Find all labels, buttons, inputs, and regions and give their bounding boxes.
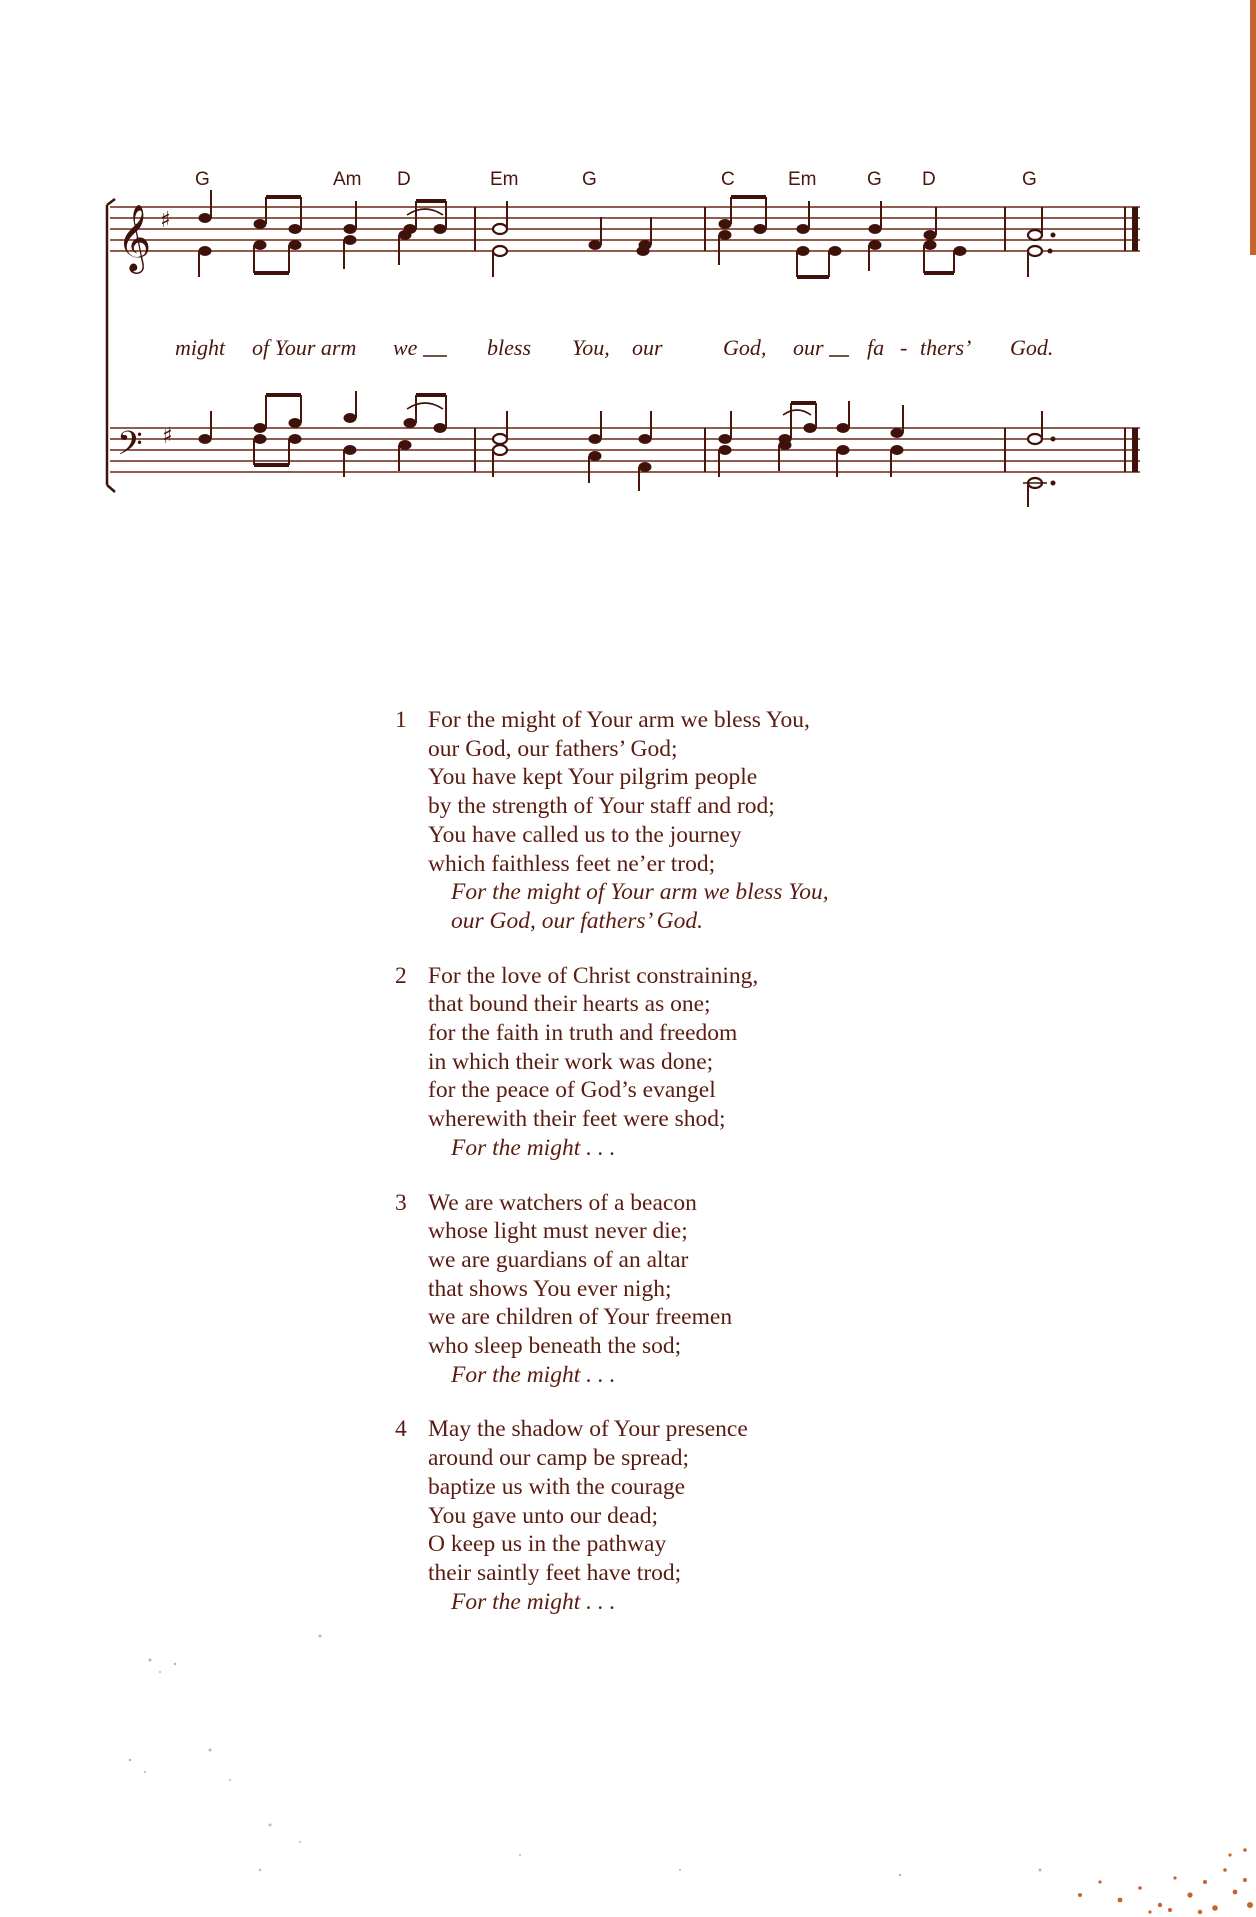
bass-notes <box>199 391 1056 507</box>
refrain-line: our God, our fathers’ God. <box>451 907 703 934</box>
verse-line: O keep us in the pathway <box>428 1531 667 1558</box>
verse-line: in which their work was done; <box>428 1048 714 1075</box>
chord-symbol: Am <box>333 169 362 190</box>
verse-3 <box>395 1189 955 1390</box>
verse-line: their saintly feet have trod; <box>428 1559 682 1586</box>
verse-1 <box>395 706 955 936</box>
sharp-icon: ♯ <box>160 208 171 233</box>
verse-line: We are watchers of a beacon <box>428 1189 697 1216</box>
lyric-syllable: You, <box>572 335 610 360</box>
lyric-line <box>175 335 1053 360</box>
lyric-syllable: we <box>393 335 418 360</box>
refrain-line: For the might . . . <box>451 1588 616 1615</box>
paper-specks <box>0 1620 1256 1917</box>
verse-line: for the peace of God’s evangel <box>428 1077 716 1104</box>
treble-notes <box>199 190 1056 279</box>
verse-line: For the might of Your arm we bless You, <box>428 707 810 733</box>
verse-line: baptize us with the courage <box>428 1473 686 1500</box>
verse-2 <box>395 962 955 1163</box>
refrain-line: For the might . . . <box>451 1134 616 1161</box>
refrain-line: For the might . . . <box>451 1361 616 1388</box>
verse-number: 1 <box>395 707 407 733</box>
bass-clef-icon: 𝄢 <box>117 425 143 471</box>
verse-number: 3 <box>395 1189 407 1216</box>
verse-line: May the shadow of Your presence <box>428 1416 748 1443</box>
lyric-syllable: God, <box>723 335 767 360</box>
chord-symbol: D <box>397 169 411 190</box>
page-edge-mark <box>1250 0 1256 255</box>
verse-line: around our camp be spread; <box>428 1445 690 1472</box>
verse-line: our God, our fathers’ God; <box>428 735 678 762</box>
score-svg <box>95 165 1155 510</box>
lyric-syllable: God. <box>1010 335 1054 360</box>
verse-line: for the faith in truth and freedom <box>428 1020 738 1047</box>
chord-symbol: Em <box>788 169 817 190</box>
hymn-verses <box>395 706 955 1642</box>
lyric-syllable: thers’ <box>920 335 972 360</box>
verse-line: that bound their hearts as one; <box>428 991 711 1018</box>
refrain-line: For the might of Your arm we bless You, <box>451 879 829 906</box>
chord-symbol: G <box>867 169 882 190</box>
chord-symbol: D <box>922 169 936 190</box>
verse-line: who sleep beneath the sod; <box>428 1333 682 1360</box>
verse-line: we are guardians of an altar <box>428 1246 689 1273</box>
verse-line: whose light must never die; <box>428 1218 688 1245</box>
chord-symbol: G <box>582 169 597 190</box>
verse-line: You have called us to the journey <box>428 821 742 848</box>
verse-line: wherewith their feet were shod; <box>428 1106 726 1133</box>
verse-line: For the love of Christ constraining, <box>428 962 759 989</box>
verse-line: You gave unto our dead; <box>428 1502 658 1529</box>
verse-line: that shows You ever nigh; <box>428 1275 672 1302</box>
treble-clef-icon: 𝄞 <box>117 203 152 271</box>
treble-staff <box>110 203 1140 274</box>
lyric-syllable: of Your arm <box>252 335 357 360</box>
music-score <box>95 165 1155 510</box>
lyric-syllable: bless <box>487 335 531 360</box>
verse-4 <box>395 1415 955 1616</box>
lyric-syllable: might <box>175 335 226 360</box>
chord-symbols <box>195 169 1037 190</box>
lyric-syllable: - <box>900 335 908 360</box>
lyric-syllable: fa <box>867 335 885 360</box>
verse-line: by the strength of Your staff and rod; <box>428 793 775 820</box>
verse-number: 4 <box>395 1416 407 1443</box>
verse-number: 2 <box>395 962 407 989</box>
verse-line: You have kept Your pilgrim people <box>428 764 758 791</box>
lyric-syllable: our <box>793 335 824 360</box>
chord-symbol: G <box>195 169 210 190</box>
lyric-syllable: our <box>632 335 663 360</box>
chord-symbol: G <box>1022 169 1037 190</box>
verse-line: which faithless feet ne’er trod; <box>428 850 716 877</box>
chord-symbol: Em <box>490 169 519 190</box>
verse-line: we are children of Your freemen <box>428 1304 733 1331</box>
chord-symbol: C <box>721 169 735 190</box>
sharp-icon: ♯ <box>162 424 173 449</box>
system-brace <box>107 199 115 492</box>
